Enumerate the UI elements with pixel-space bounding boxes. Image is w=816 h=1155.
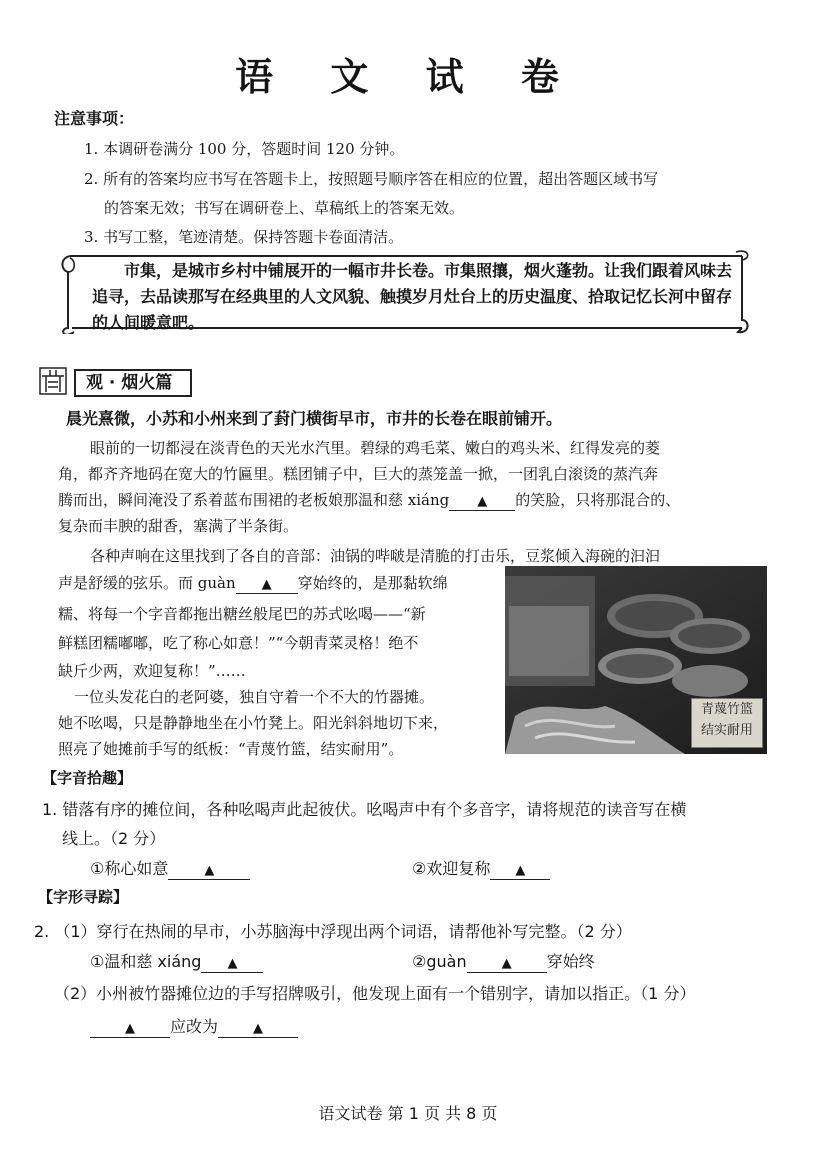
q1-answer-blank-1[interactable]: ▲: [168, 863, 250, 880]
q2-part1: 2. （1）穿行在热闹的早市，小苏脑海中浮现出两个词语，请帮他补写完整。（2 分）: [34, 922, 632, 941]
q1-section-label: 【字音拾趣】: [42, 769, 133, 787]
q2-answer-blank-2[interactable]: ▲: [467, 956, 547, 973]
q2-part2: （2）小州被竹器摊位边的手写招牌吸引，他发现上面有一个错别字，请加以指正。（1 分）: [54, 984, 696, 1003]
note-item-2-cont: 的答案无效；书写在调研卷上、草稿纸上的答案无效。: [104, 199, 465, 217]
note-item-1: 1. 本调研卷满分 100 分，答题时间 120 分钟。: [84, 140, 405, 158]
para3-line1: 一位头发花白的老阿婆，独自守着一个不大的竹器摊。: [74, 688, 435, 706]
para3-line2: 她不吆喝，只是静静地坐在小竹凳上。阳光斜斜地切下来，: [58, 714, 449, 732]
para2-line2: 声是舒缓的弦乐。而 guàn ▲ 穿始终的，是那黏软绵: [58, 574, 448, 592]
q2-part1-option-1: ①温和慈 xiáng ▲: [90, 949, 263, 973]
market-stall-icon: [38, 366, 68, 396]
q2-correct-char-blank[interactable]: ▲: [218, 1021, 298, 1038]
para2-line4: 鲜糕团糯嘟嘟，吃了称心如意！”“今朝青菜灵格！绝不: [58, 634, 419, 652]
blank-guan: ▲: [236, 577, 298, 594]
q2-part1-option-2: ②guàn ▲ 穿始终: [412, 952, 595, 971]
q1-line2: 线上。（2 分）: [62, 829, 166, 848]
q2-wrong-char-blank[interactable]: ▲: [90, 1021, 170, 1038]
q1-option-2: ②欢迎复称 ▲: [412, 856, 550, 880]
intro-scroll: [58, 248, 750, 334]
q2-answer-blank-1[interactable]: ▲: [201, 956, 263, 973]
page-title: 语 文 试 卷: [235, 54, 581, 99]
section-title: 观 · 烟火篇: [74, 369, 192, 397]
q1-line1: 1. 错落有序的摊位间，各种吆喝声此起彼伏。吆喝声中有个多音字，请将规范的读音写在横: [42, 800, 687, 819]
market-photo: [505, 566, 767, 754]
q1-option-1: ①称心如意 ▲: [90, 856, 250, 880]
q2-part2-answer: ▲ 应改为 ▲: [90, 1014, 298, 1038]
blank-xiang: ▲: [449, 494, 515, 511]
para1-line4: 复杂而丰腴的甜香，塞满了半条街。: [58, 517, 299, 535]
para1-line1: 眼前的一切都浸在淡青色的天光水汽里。碧绿的鸡毛菜、嫩白的鸡头米、红得发亮的菱: [90, 439, 661, 457]
notes-heading: 注意事项：: [54, 109, 135, 128]
para2-line5: 缺斤少两，欢迎复称！”……: [58, 662, 246, 680]
note-item-3: 3. 书写工整，笔迹清楚。保持答题卡卷面清洁。: [84, 228, 404, 246]
q2-section-label: 【字形寻踪】: [38, 888, 129, 906]
page-footer: 语文试卷 第 1 页 共 8 页: [318, 1104, 498, 1123]
note-item-2: 2. 所有的答案均应书写在答题卡上，按照题号顺序答在相应的位置，超出答题区域书写: [84, 170, 659, 188]
photo-sign: 青蔑竹篮 结实耐用: [691, 698, 763, 748]
para3-line3: 照亮了她摊前手写的纸板：“青蔑竹篮，结实耐用”。: [58, 740, 404, 758]
para1-line3: 腾而出，瞬间淹没了系着蓝布围裙的老板娘那温和慈 xiáng ▲ 的笑脸，只将那混合的、: [58, 491, 681, 509]
para2-line1: 各种声响在这里找到了各自的音部：油锅的哔啵是清脆的打击乐，豆浆倾入海碗的汩汩: [90, 547, 661, 565]
para1-line2: 角，都齐齐地码在宽大的竹匾里。糕团铺子中，巨大的蒸笼盖一掀，一团乳白滚烫的蒸汽奔: [58, 465, 659, 483]
q1-answer-blank-2[interactable]: ▲: [490, 863, 550, 880]
intro-text: 市集，是城市乡村中铺展开的一幅市井长卷。市集照攘，烟火蓬勃。让我们跟着风味去追寻，去品读那写在经典里的人文风貌、触摸岁月灶台上的历史温度、拾取记忆长河中留存的人间暖意吧。: [92, 261, 733, 332]
para2-line3: 糯、将每一个字音都拖出糖丝般尾巴的苏式吆喝——“新: [58, 605, 426, 623]
lead-sentence: 晨光熹微，小苏和小州来到了葑门横街早市，市井的长卷在眼前铺开。: [66, 409, 563, 428]
